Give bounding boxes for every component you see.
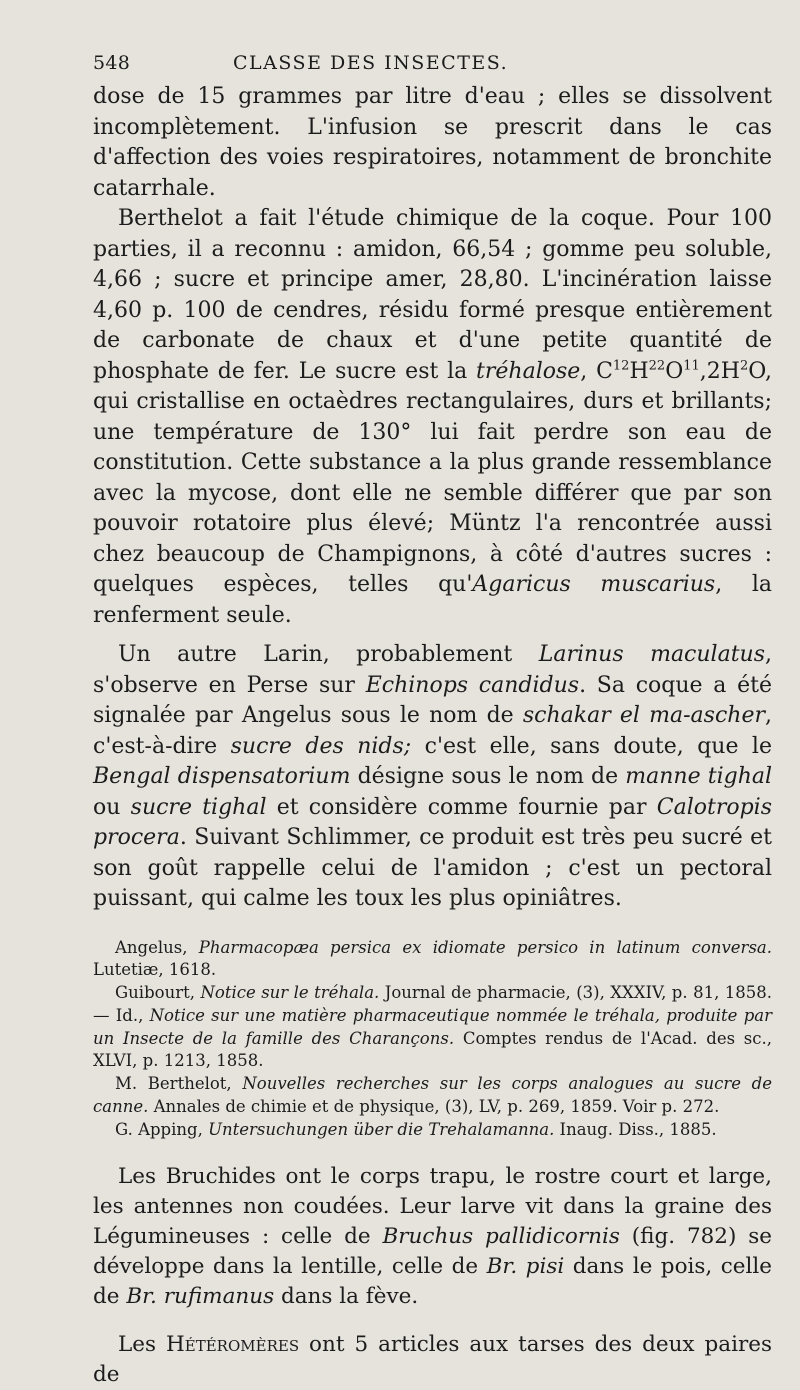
- running-title: CLASSE DES INSECTES.: [233, 52, 509, 74]
- reference-guibourt: Guibourt, Notice sur le tréhala. Journal de pharmacie, (3), XXXIV, p. 81, 1858. — Id., Notice sur une matière pharmaceutique nommée le tréhala, produite par un Insecte de la famille des Charançons. Comptes rendus de l'Acad. des sc., XLVI, p. 1213, 1858.: [93, 983, 773, 1071]
- main-text: [93, 82, 772, 915]
- paragraph-heteromeres: Les Hétéromères ont 5 articles aux tarses des deux paires de: [93, 1331, 773, 1387]
- paragraph-larinus: Un autre Larin, probablement Larinus maculatus, s'observe en Perse sur Echinops candidus. Sa coque a été signalée par Angelus sous le nom de schakar el ma-ascher, c'est-à-dire sucre des nids; c'est elle, sans doute, que le Bengal dispensatorium désigne sous le nom de manne tighal ou sucre tighal et considère comme fournie par Calotropis procera. Suivant Schlimmer, ce produit est très peu sucré et son goût rappelle celui de l'amidon ; c'est un pectoral puissant, qui calme les toux les plus opiniâtres.: [93, 642, 773, 911]
- reference-berthelot: M. Berthelot, Nouvelles recherches sur les corps analogues au sucre de canne. Annales de chimie et de physique, (3), LV, p. 269, 1859. Voir p. 272.: [93, 1074, 773, 1117]
- closing-text: [93, 1162, 772, 1390]
- paragraph-berthelot-analysis: Berthelot a fait l'étude chimique de la coque. Pour 100 parties, il a reconnu : amidon, 66,54 ; gomme peu soluble, 4,66 ; sucre et principe amer, 28,80. L'incinération laisse 4,60 p. 100 de cendres, résidu formé presque entièrement de carbonate de chaux et d'une petite quantité de phosphate de fer. Le sucre est la tréhalose, $C^{12}H^{22}O^{11},2H^2O$, qui cristallise en octaèdres rectangulaires, durs et brillants; une température de 130° lui fait perdre son eau de constitution. Cette substance a la plus grande ressemblance avec la mycose, dont elle ne semble différer que par son pouvoir rotatoire plus élevé; Müntz l'a rencontrée aussi chez beaucoup de Champignons, à côté d'autres sucres : quelques espèces, telles qu'Agaricus muscarius, la renferment seule.: [93, 206, 773, 628]
- paragraph-bruchides: Les Bruchides ont le corps trapu, le rostre court et large, les antennes non coudées. Leur larve vit dans la graine des Légumineuses : celle de Bruchus pallidicornis (fig. 782) se développe dans la lentille, celle de Br. pisi dans le pois, celle de Br. rufimanus dans la fève.: [93, 1163, 773, 1309]
- reference-angelus: Angelus, Pharmacopæa persica ex idiomate persico in latinum conversa. Lutetiæ, 1618.: [93, 937, 772, 980]
- running-header: [93, 52, 772, 74]
- reference-apping: G. Apping, Untersuchungen über die Trehalamanna. Inaug. Diss., 1885.: [115, 1119, 717, 1139]
- paragraph-infusion: dose de 15 grammes par litre d'eau ; elles se dissolvent incomplètement. L'infusion se prescrit dans le cas d'affection des voies respiratoires, notamment de bronchite catarrhale.: [93, 84, 772, 201]
- bibliography: [93, 937, 772, 1142]
- page-number: 548: [93, 52, 131, 74]
